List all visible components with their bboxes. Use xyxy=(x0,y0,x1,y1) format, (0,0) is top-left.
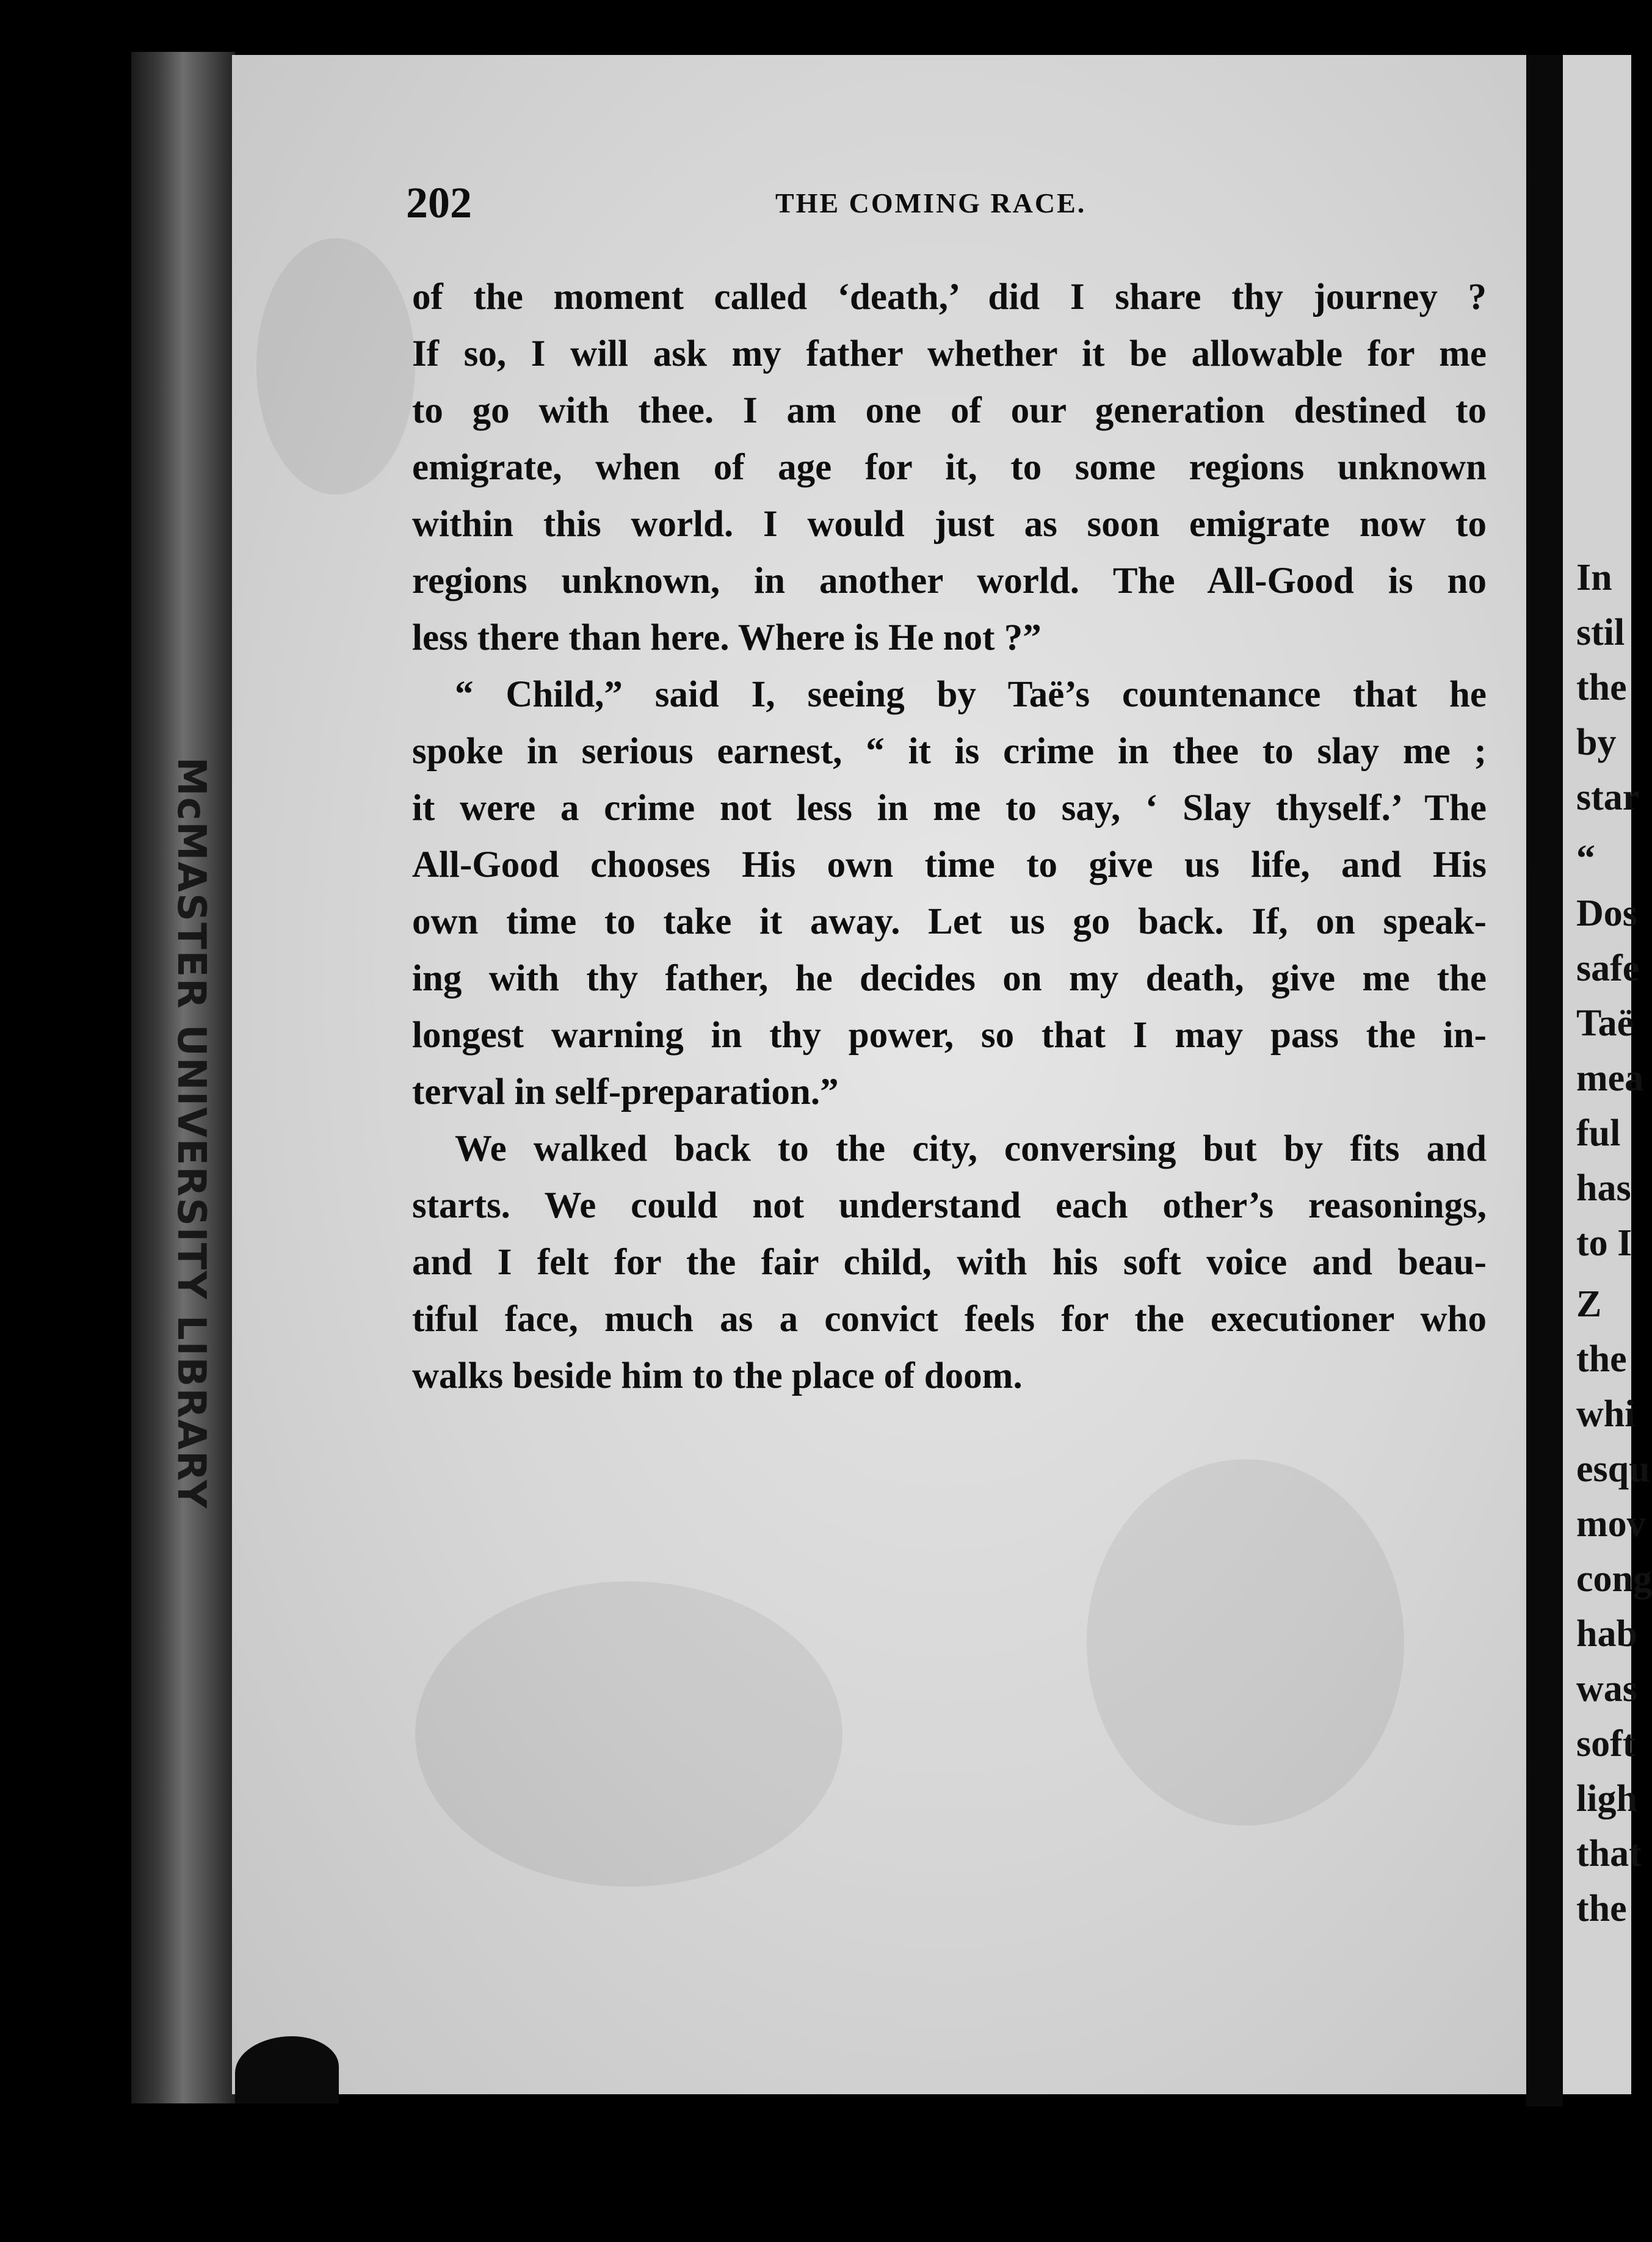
facing-page-fragment: was xyxy=(1576,1668,1637,1710)
text-line: “ Child,” said I, seeing by Taë’s countenance that he xyxy=(455,674,1487,715)
facing-page-fragment: the xyxy=(1576,667,1627,708)
running-head: THE COMING RACE. xyxy=(775,187,1087,219)
facing-page-fragment: the xyxy=(1576,1338,1627,1380)
text-line: and I felt for the fair child, with his soft voice and beau- xyxy=(412,1242,1487,1283)
facing-page-fragment: “ xyxy=(1576,838,1595,879)
text-line: We walked back to the city, conversing but by fits and xyxy=(455,1128,1487,1169)
facing-page-fragment: by xyxy=(1576,722,1617,763)
text-line: terval in self-preparation.” xyxy=(412,1072,839,1112)
text-line: own time to take it away. Let us go back. If, on speak- xyxy=(412,901,1487,942)
text-line: less there than here. Where is He not ?” xyxy=(412,617,1042,658)
text-line: All-Good chooses His own time to give us life, and His xyxy=(412,844,1487,885)
text-line: If so, I will ask my father whether it be allowable for me xyxy=(412,333,1487,374)
facing-page-fragment: the xyxy=(1576,1888,1627,1929)
page-stain xyxy=(1087,1459,1404,1826)
facing-page-fragment: that xyxy=(1576,1833,1642,1874)
text-line: to go with thee. I am one of our generation destined to xyxy=(412,390,1487,431)
text-line: walks beside him to the place of doom. xyxy=(412,1355,1023,1396)
facing-page-fragment: cong xyxy=(1576,1558,1652,1600)
library-stamp: McMASTER UNIVERSITY LIBRARY xyxy=(168,757,214,1510)
facing-page-fragment: Dos xyxy=(1576,893,1637,934)
page-number: 202 xyxy=(406,178,472,227)
facing-page-fragment: Z xyxy=(1576,1283,1602,1325)
text-line: starts. We could not understand each other’s reasonings, xyxy=(412,1185,1487,1226)
body-text xyxy=(412,269,1487,1404)
text-line: spoke in serious earnest, “ it is crime in thee to slay me ; xyxy=(412,731,1487,772)
facing-page-fragment: safe xyxy=(1576,948,1640,989)
facing-page-fragment: hab xyxy=(1576,1613,1637,1655)
text-line: emigrate, when of age for it, to some regions unknown xyxy=(412,447,1487,488)
page-stain xyxy=(256,238,415,495)
text-line: longest warning in thy power, so that I may pass the in- xyxy=(412,1015,1487,1056)
text-line: ing with thy father, he decides on my death, give me the xyxy=(412,958,1487,999)
facing-page-fragment: star xyxy=(1576,777,1640,818)
text-line: regions unknown, in another world. The All-Good is no xyxy=(412,560,1487,601)
text-line: it were a crime not less in me to say, ‘ Slay thyself.’ The xyxy=(412,788,1487,829)
facing-page-fragment: stil xyxy=(1576,612,1625,653)
page-gutter xyxy=(1526,55,1563,2106)
facing-page-fragment: Taë xyxy=(1576,1003,1634,1044)
facing-page-fragment: ligh xyxy=(1576,1778,1637,1819)
facing-page-fragment: mov xyxy=(1576,1503,1646,1545)
facing-page-fragment: ful xyxy=(1576,1112,1621,1154)
page-header xyxy=(406,178,1139,242)
page-stain xyxy=(415,1581,842,1887)
facing-page-fragment: mea xyxy=(1576,1058,1644,1099)
facing-page-fragment: has xyxy=(1576,1167,1631,1209)
text-line: tiful face, much as a convict feels for the executioner who xyxy=(412,1299,1487,1340)
facing-page xyxy=(1563,55,1652,2094)
facing-page-fragment: to I xyxy=(1576,1222,1632,1264)
facing-page-fragment: whi xyxy=(1576,1393,1636,1435)
facing-page-fragment: soft xyxy=(1576,1723,1636,1765)
facing-page-fragment: In xyxy=(1576,557,1612,598)
text-line: of the moment called ‘death,’ did I share thy journey ? xyxy=(412,277,1487,317)
text-line: within this world. I would just as soon emigrate now to xyxy=(412,504,1487,545)
facing-page-fragment: esqu xyxy=(1576,1448,1650,1490)
